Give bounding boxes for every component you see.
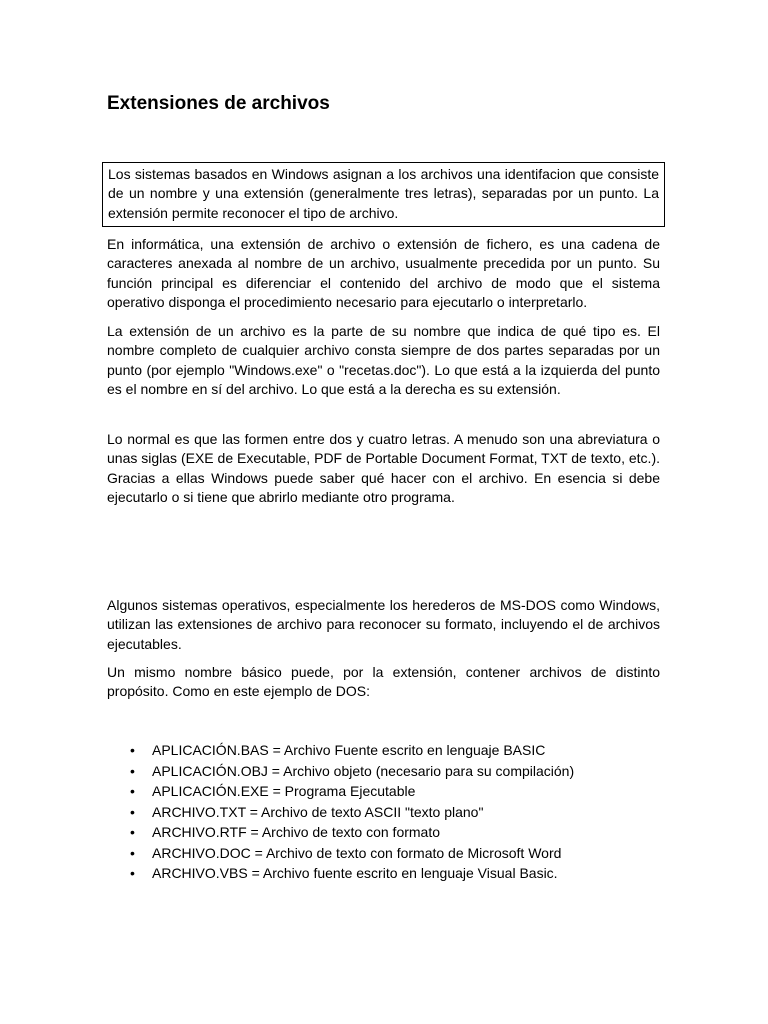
list-item-text: APLICACIÓN.OBJ = Archivo objeto (necesario para su compilación): [152, 762, 575, 779]
list-item: [130, 802, 574, 823]
paragraph-extension-length: Lo normal es que las formen entre dos y cuatro letras. A menudo son una abreviatura o unas siglas (EXE de Executable, PDF de Portable Document Format, TXT de texto, etc.). Gracias a ellas Windows puede saber qué hacer con el archivo. En esencia si debe ejecutarlo o si tiene que abrirlo mediante otro programa.: [107, 431, 660, 506]
list-item-text: APLICACIÓN.EXE = Programa Ejecutable: [152, 783, 416, 799]
bullet-icon: •: [130, 844, 135, 861]
bullet-icon: •: [130, 824, 135, 840]
bullet-icon: •: [130, 762, 135, 779]
list-item: [130, 761, 575, 782]
bullet-icon: •: [130, 783, 135, 799]
list-item-text: ARCHIVO.TXT = Archivo de texto ASCII "texto plano": [152, 803, 484, 820]
paragraph-name-parts: La extensión de un archivo es la parte de su nombre que indica de qué tipo es. El nombre completo de cualquier archivo consta siempre de dos partes separadas por un punto (por ejemplo "Windows.exe" o "recetas.doc"). Lo que está a la izquierda del punto es el nombre en sí del archivo. Lo que está a la derecha es su extensión.: [107, 323, 660, 398]
paragraph-dos-example-intro: Un mismo nombre básico puede, por la extensión, contener archivos de distinto propósito. Como en este ejemplo de DOS:: [107, 664, 660, 700]
bullet-icon: •: [130, 865, 135, 881]
list-item: [130, 822, 574, 843]
list-item: [130, 843, 574, 864]
paragraph-operating-systems: Algunos sistemas operativos, especialmente los herederos de MS-DOS como Windows, utilizan las extensiones de archivo para reconocer su formato, incluyendo el de archivos ejecutables.: [107, 597, 660, 652]
bullet-icon: •: [130, 742, 135, 758]
list-item: [130, 863, 574, 884]
extension-examples-list: [107, 740, 574, 884]
bullet-icon: •: [130, 803, 135, 820]
list-item-text: ARCHIVO.RTF = Archivo de texto con formato: [152, 824, 441, 840]
list-item: [130, 781, 574, 802]
document-title: Extensiones de archivos: [107, 93, 330, 114]
list-item: [130, 740, 574, 761]
boxed-summary-paragraph: Los sistemas basados en Windows asignan a los archivos una identifacion que consiste de un nombre y una extensión (generalmente tres letras), separadas por un punto. La extensión permite reconocer el tipo de archivo.: [102, 162, 665, 227]
list-item-text: ARCHIVO.DOC = Archivo de texto con formato de Microsoft Word: [152, 844, 562, 861]
list-item-text: ARCHIVO.VBS = Archivo fuente escrito en lenguaje Visual Basic.: [152, 865, 558, 881]
list-item-text: APLICACIÓN.BAS = Archivo Fuente escrito en lenguaje BASIC: [152, 742, 546, 758]
paragraph-definition: En informática, una extensión de archivo o extensión de fichero, es una cadena de caracteres anexada al nombre de un archivo, usualmente precedida por un punto. Su función principal es diferenciar el contenido del archivo de modo que el sistema operativo disponga el procedimiento necesario para ejecutarlo o interpretarlo.: [107, 236, 660, 311]
